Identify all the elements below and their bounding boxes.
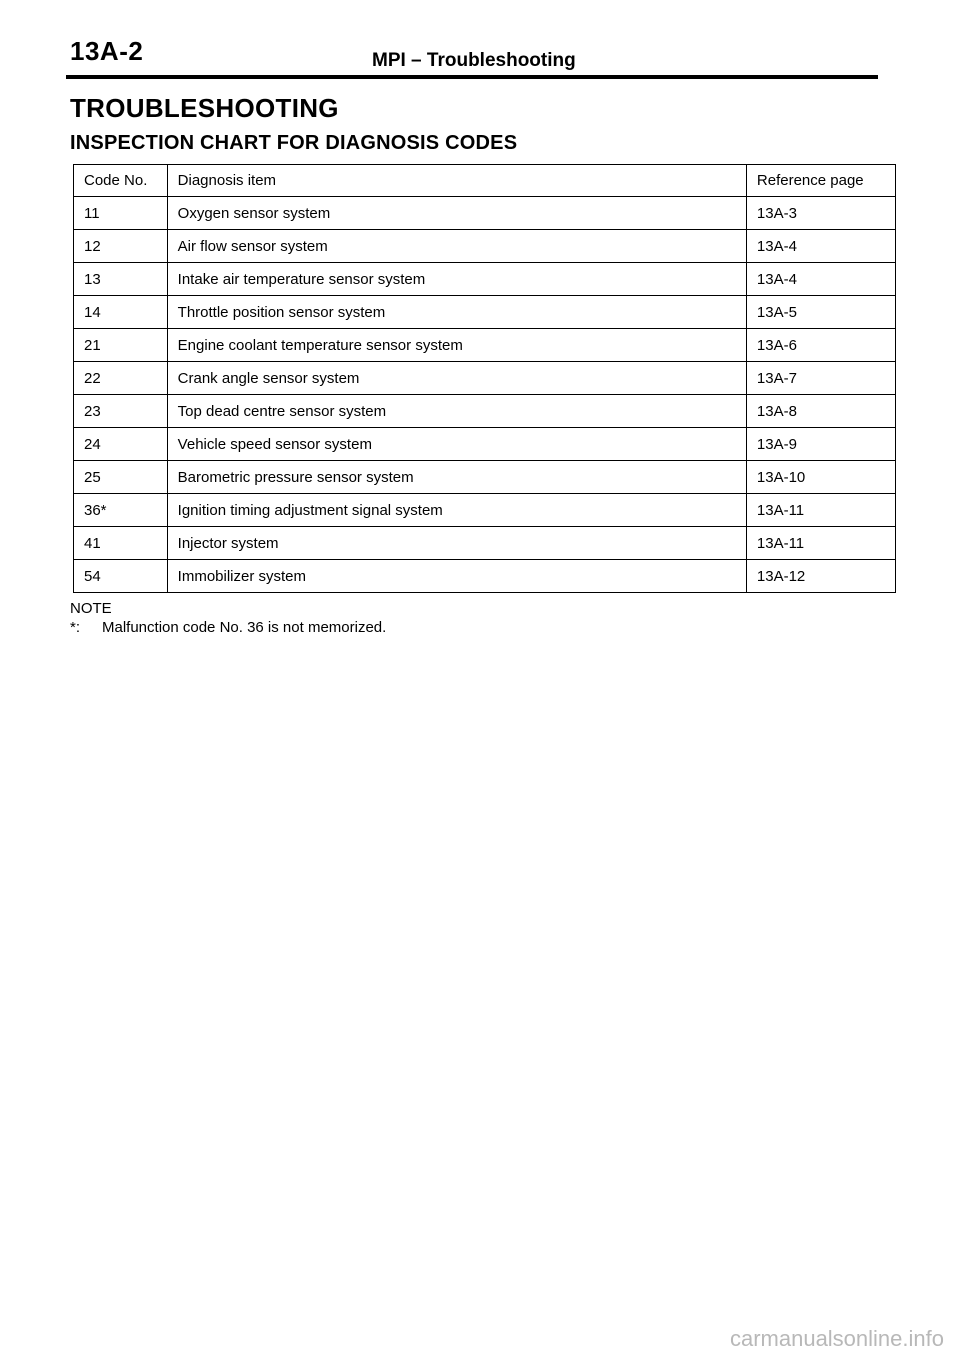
column-header-reference: Reference page [746, 165, 895, 197]
reference-cell: 13A-11 [746, 527, 895, 560]
item-cell: Ignition timing adjustment signal system [167, 494, 746, 527]
code-cell: 54 [74, 560, 168, 593]
table-row [74, 197, 896, 230]
note-text: Malfunction code No. 36 is not memorized. [102, 619, 387, 636]
table-row [74, 296, 896, 329]
item-cell: Oxygen sensor system [167, 197, 746, 230]
column-header-code: Code No. [74, 165, 168, 197]
table-row [74, 428, 896, 461]
table-row [74, 395, 896, 428]
reference-cell: 13A-6 [746, 329, 895, 362]
code-cell: 25 [74, 461, 168, 494]
code-cell: 21 [74, 329, 168, 362]
item-cell: Immobilizer system [167, 560, 746, 593]
item-cell: Air flow sensor system [167, 230, 746, 263]
table-row [74, 494, 896, 527]
reference-cell: 13A-9 [746, 428, 895, 461]
item-cell: Throttle position sensor system [167, 296, 746, 329]
reference-cell: 13A-3 [746, 197, 895, 230]
reference-cell: 13A-8 [746, 395, 895, 428]
reference-cell: 13A-4 [746, 263, 895, 296]
code-cell: 23 [74, 395, 168, 428]
code-cell: 41 [74, 527, 168, 560]
watermark: carmanualsonline.info [729, 1326, 944, 1351]
code-cell: 12 [74, 230, 168, 263]
item-cell: Top dead centre sensor system [167, 395, 746, 428]
table-row [74, 263, 896, 296]
code-cell: 11 [74, 197, 168, 230]
diagnosis-code-table [73, 164, 896, 593]
table-row [74, 230, 896, 263]
code-cell: 36* [74, 494, 168, 527]
table-row [74, 527, 896, 560]
item-cell: Barometric pressure sensor system [167, 461, 746, 494]
table-row [74, 362, 896, 395]
reference-cell: 13A-12 [746, 560, 895, 593]
header-title: MPI – Troubleshooting [372, 50, 576, 71]
note-heading: NOTE [70, 600, 112, 617]
table-header-row [74, 165, 896, 197]
note-block [70, 599, 386, 637]
code-cell: 13 [74, 263, 168, 296]
item-cell: Intake air temperature sensor system [167, 263, 746, 296]
reference-cell: 13A-5 [746, 296, 895, 329]
code-cell: 22 [74, 362, 168, 395]
code-cell: 14 [74, 296, 168, 329]
table-row [74, 461, 896, 494]
section-subtitle: INSPECTION CHART FOR DIAGNOSIS CODES [70, 132, 518, 154]
item-cell: Crank angle sensor system [167, 362, 746, 395]
note-marker: *: [70, 619, 81, 636]
item-cell: Engine coolant temperature sensor system [167, 329, 746, 362]
page-number: 13A-2 [70, 36, 144, 66]
reference-cell: 13A-4 [746, 230, 895, 263]
item-cell: Vehicle speed sensor system [167, 428, 746, 461]
table-row [74, 560, 896, 593]
note-line [70, 618, 386, 637]
item-cell: Injector system [167, 527, 746, 560]
reference-cell: 13A-7 [746, 362, 895, 395]
header-rule [66, 75, 878, 79]
reference-cell: 13A-11 [746, 494, 895, 527]
code-cell: 24 [74, 428, 168, 461]
section-title: TROUBLESHOOTING [70, 93, 339, 123]
reference-cell: 13A-10 [746, 461, 895, 494]
column-header-item: Diagnosis item [167, 165, 746, 197]
table-row [74, 329, 896, 362]
